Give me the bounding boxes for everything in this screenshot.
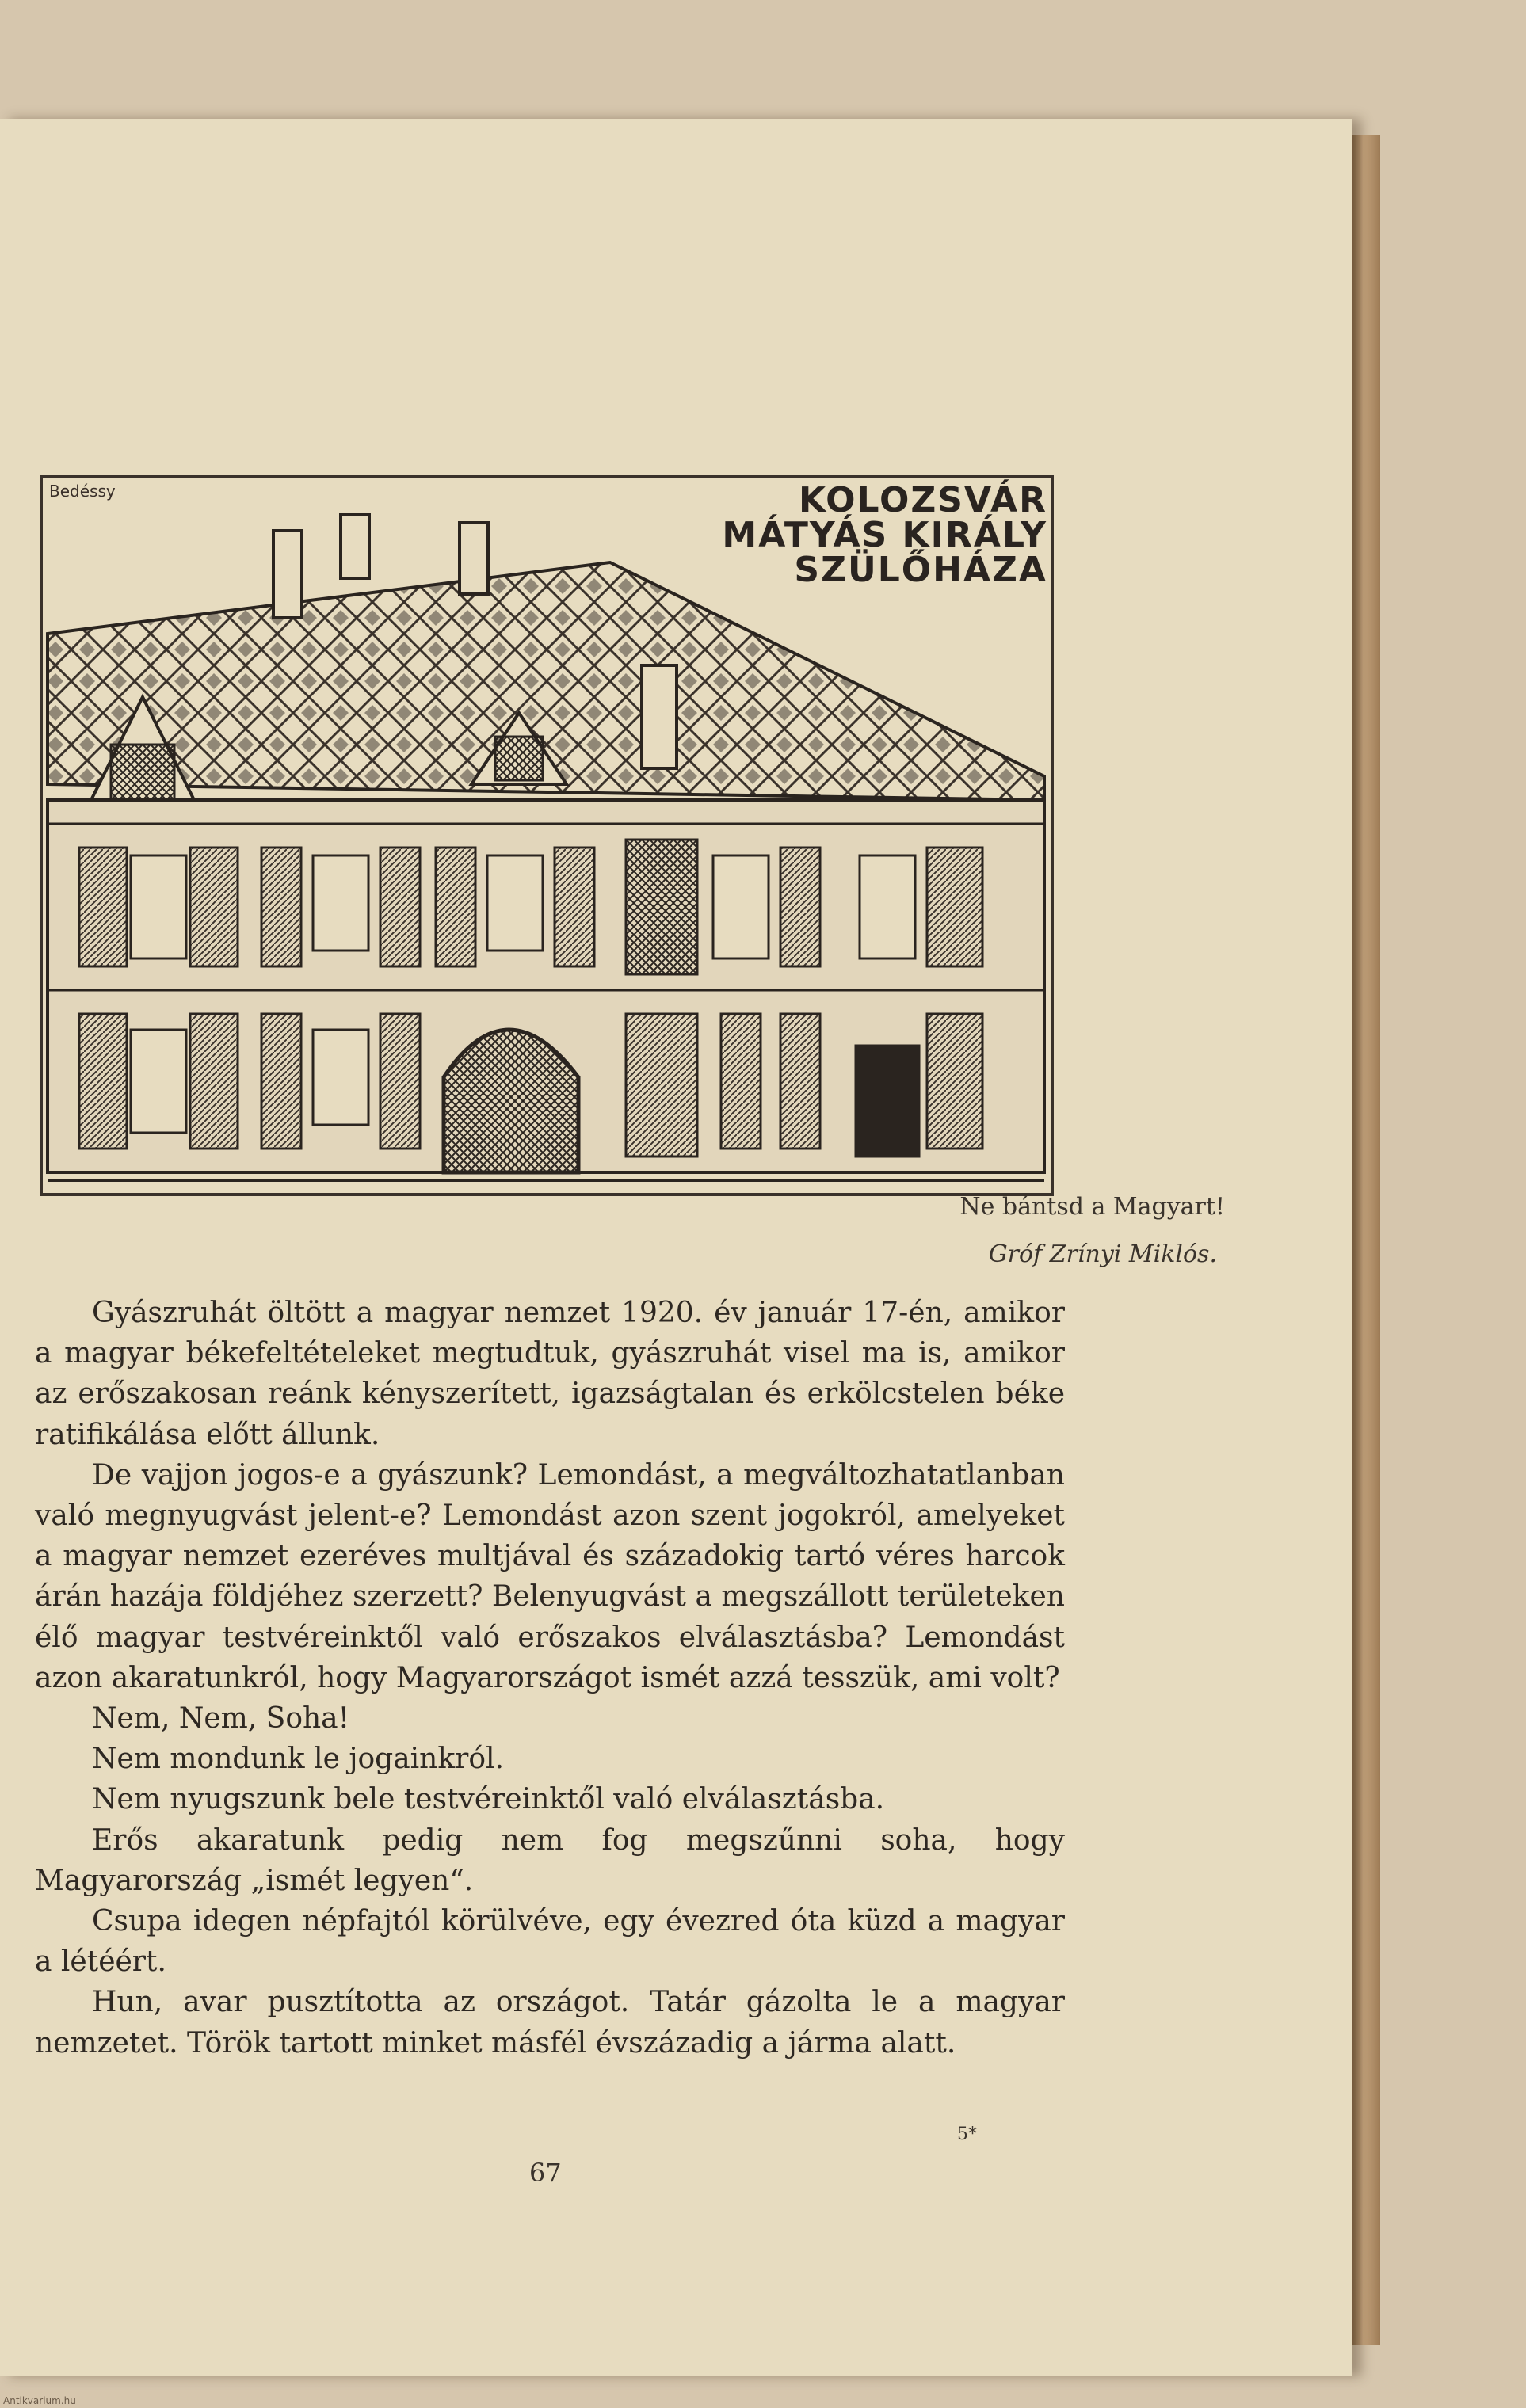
- printer-signature-mark: 5*: [957, 2124, 977, 2144]
- watermark: Antikvarium.hu: [3, 2395, 76, 2406]
- paragraph: Nem nyugszunk bele testvéreinktől való elválasztásba.: [92, 1783, 885, 1816]
- illustrator-signature: Bedéssy: [49, 482, 116, 501]
- illustration-title-line-1: KOLOZSVÁR: [799, 480, 1047, 520]
- house-illustration: [40, 475, 1054, 1196]
- paragraph: Csupa idegen népfajtól körülvéve, egy évezred óta küzd a magyar a létéért.: [35, 1905, 1065, 1979]
- paragraph: Nem, Nem, Soha!: [92, 1702, 350, 1736]
- paragraph: Erős akaratunk pedig nem fog megszűnni soha, hogy Magyarország „ismét legyen“.: [35, 1823, 1065, 1897]
- illustration-title-line-3: SZÜLŐHÁZA: [794, 550, 1047, 590]
- paragraph: Gyászruhát öltött a magyar nemzet 1920. év január 17-én, amikor a magyar békefeltételeket megtudtuk, gyászruhát visel ma is, amikor az erőszakosan reánk kényszerített, igazságtalan és erkölcstelen béke ratifikálása előtt állunk.: [35, 1297, 1065, 1451]
- paragraph: Nem mondunk le jogainkról.: [92, 1743, 505, 1776]
- epigraph-quote: Ne bántsd a Magyart!: [959, 1193, 1225, 1221]
- epigraph-author: Gróf Zrínyi Miklós.: [988, 1240, 1217, 1268]
- illustration-title: [722, 480, 1047, 590]
- paragraph: De vajjon jogos-e a gyászunk? Lemondást, a megváltozhatatlanban való megnyugvást jelent-e? Lemondást azon szent jogokról, amelyeket a magyar nemzet ezeréves multjával és századokig tartó véres harcok árán hazája földjéhez szerzett? Belenyugvást a megszállott területeken élő magyar testvéreinktől való erőszakos elválasztásba? Lemondást azon akaratunkról, hogy Magyarországot ismét azzá tesszük, ami volt?: [35, 1458, 1065, 1694]
- page-edge: [1352, 135, 1380, 2345]
- paragraph: Hun, avar pusztította az országot. Tatár gázolta le a magyar nemzetet. Török tartott minket másfél évszázadig a járma alatt.: [35, 1986, 1065, 2059]
- illustration-title-line-2: MÁTYÁS KIRÁLY: [722, 515, 1047, 555]
- page-number: 67: [529, 2158, 562, 2188]
- body-text: [35, 1293, 1065, 2063]
